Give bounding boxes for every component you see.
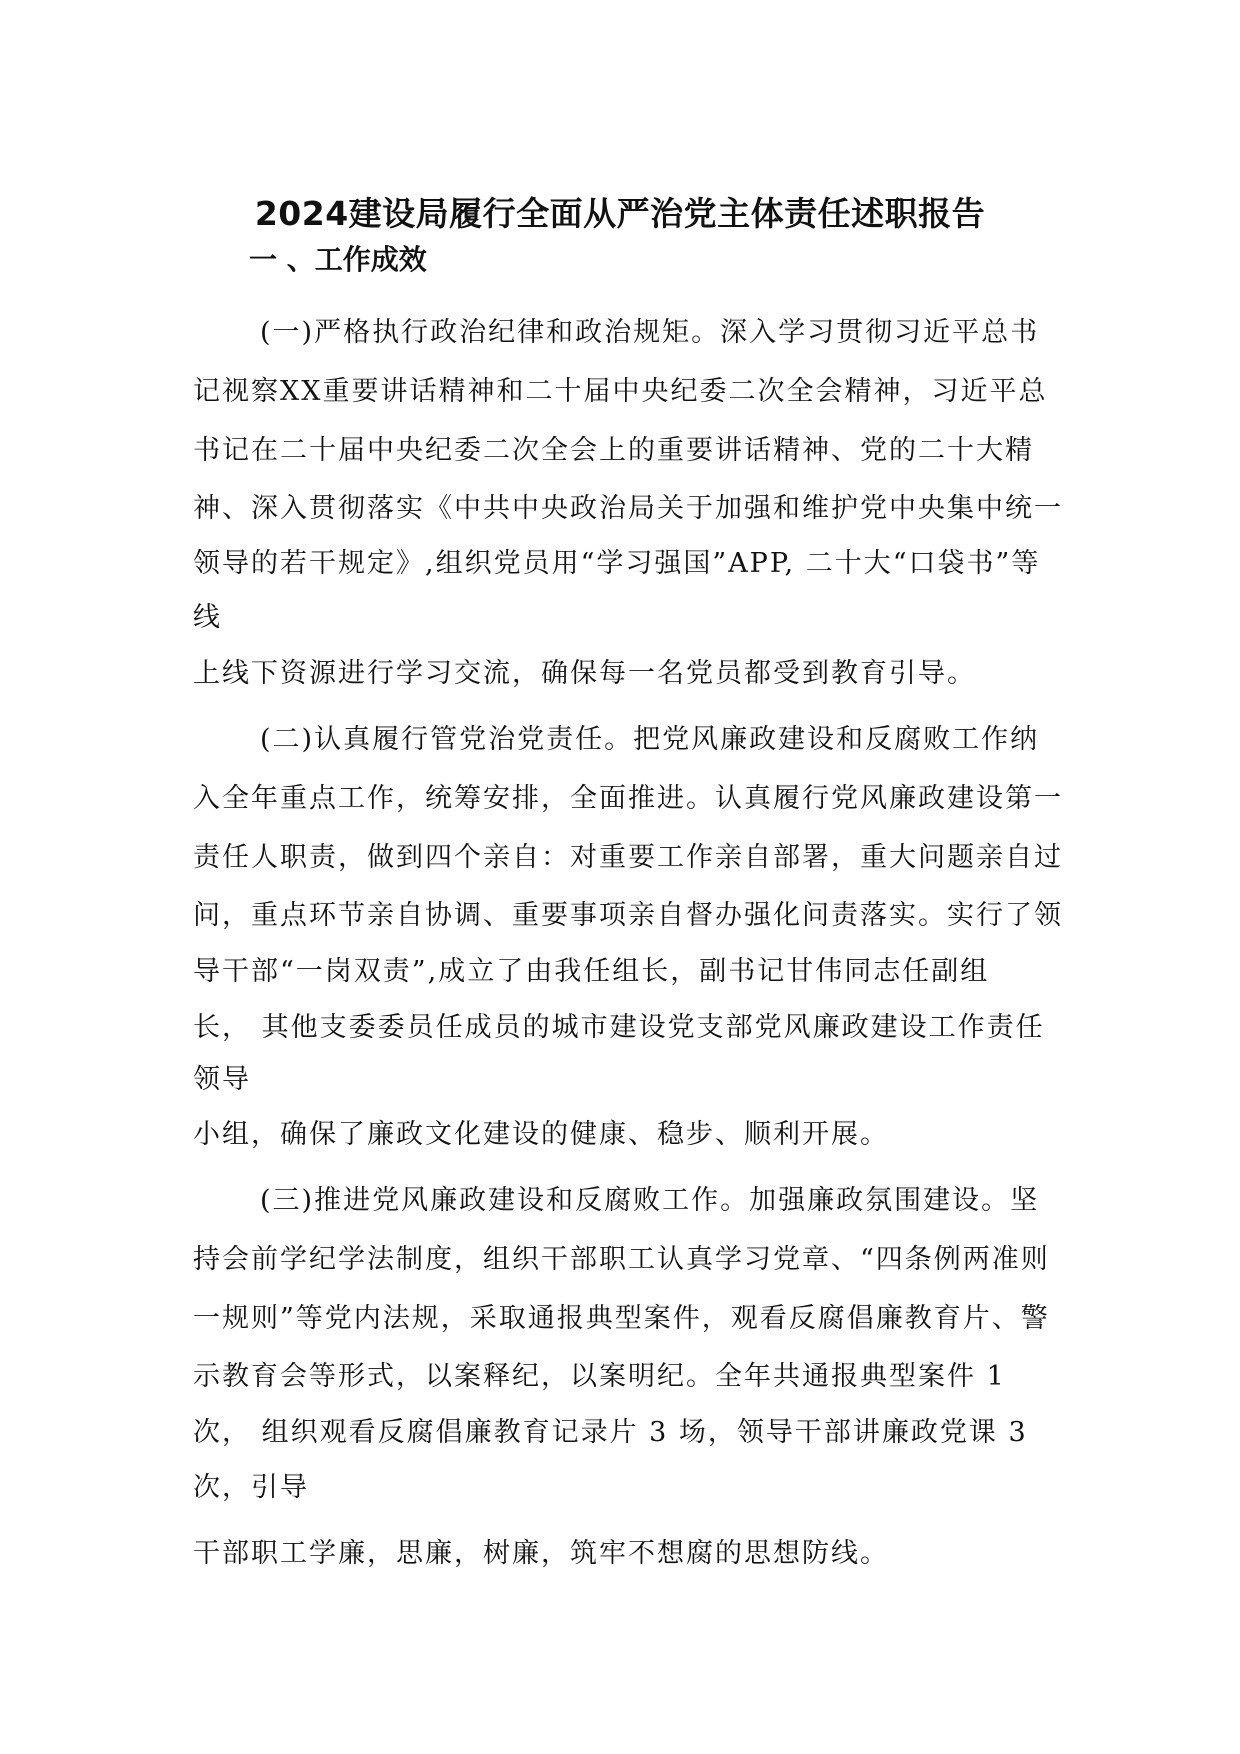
paragraph-1-line-5: 领导的若干规定》,组织党员用“学习强国”APP, 二十大“口袋书”等 bbox=[193, 548, 1041, 579]
paragraph-3-line-4: 示教育会等形式，以案释纪，以案明纪。全年共通报典型案件 1 bbox=[193, 1361, 1006, 1392]
paragraph-3-line-5: 次， 组织观看反腐倡廉教育记录片 3 场，领导干部讲廉政党课 3 bbox=[193, 1417, 1028, 1448]
paragraph-1-line-2: 记视察XX重要讲话精神和二十届中央纪委二次全会精神，习近平总 bbox=[193, 376, 1048, 407]
paragraph-2-line-8: 小组，确保了廉政文化建设的健康、稳步、顺利开展。 bbox=[193, 1119, 889, 1150]
document-title: 2024建设局履行全面从严治党主体责任述职报告 bbox=[254, 194, 986, 233]
paragraph-1-line-1: (一)严格执行政治纪律和政治规矩。深入学习贯彻习近平总书 bbox=[260, 317, 1040, 348]
paragraph-3-line-3: 一规则”等党内法规，采取通报典型案件，观看反腐倡廉教育片、警 bbox=[193, 1303, 1050, 1334]
paragraph-1-line-7: 上线下资源进行学习交流，确保每一名党员都受到教育引导。 bbox=[193, 658, 976, 689]
section-heading: 一 、工作成效 bbox=[249, 243, 427, 276]
paragraph-2-line-5: 导干部“一岗双责”,成立了由我任组长，副书记甘伟同志任副组 bbox=[193, 956, 990, 987]
paragraph-3-line-1: (三)推进党风廉政建设和反腐败工作。加强廉政氛围建设。坚 bbox=[260, 1185, 1040, 1216]
paragraph-2-line-4: 问，重点环节亲自协调、重要事项亲自督办强化问责落实。实行了领 bbox=[193, 900, 1063, 931]
paragraph-3-line-6: 次，引导 bbox=[193, 1472, 309, 1503]
paragraph-3-line-7: 干部职工学廉，思廉，树廉，筑牢不想腐的思想防线。 bbox=[193, 1538, 889, 1569]
paragraph-1-line-4: 神、深入贯彻落实《中共中央政治局关于加强和维护党中央集中统一 bbox=[193, 493, 1063, 524]
paragraph-2-line-1: (二)认真履行管党治党责任。把党风廉政建设和反腐败工作纳 bbox=[260, 724, 1040, 755]
paragraph-3-line-2: 持会前学纪学法制度，组织干部职工认真学习党章、“四条例两准则 bbox=[193, 1244, 1050, 1275]
paragraph-1-line-6: 线 bbox=[193, 602, 222, 633]
paragraph-1-line-3: 书记在二十届中央纪委二次全会上的重要讲话精神、党的二十大精 bbox=[193, 435, 1034, 466]
paragraph-2-line-7: 领导 bbox=[193, 1064, 251, 1095]
paragraph-2-line-2: 入全年重点工作，统筹安排，全面推进。认真履行党风廉政建设第一 bbox=[193, 783, 1063, 814]
paragraph-2-line-3: 责任人职责，做到四个亲自：对重要工作亲自部署，重大问题亲自过 bbox=[193, 842, 1063, 873]
paragraph-2-line-6: 长， 其他支委委员任成员的城市建设党支部党风廉政建设工作责任 bbox=[193, 1012, 1045, 1043]
